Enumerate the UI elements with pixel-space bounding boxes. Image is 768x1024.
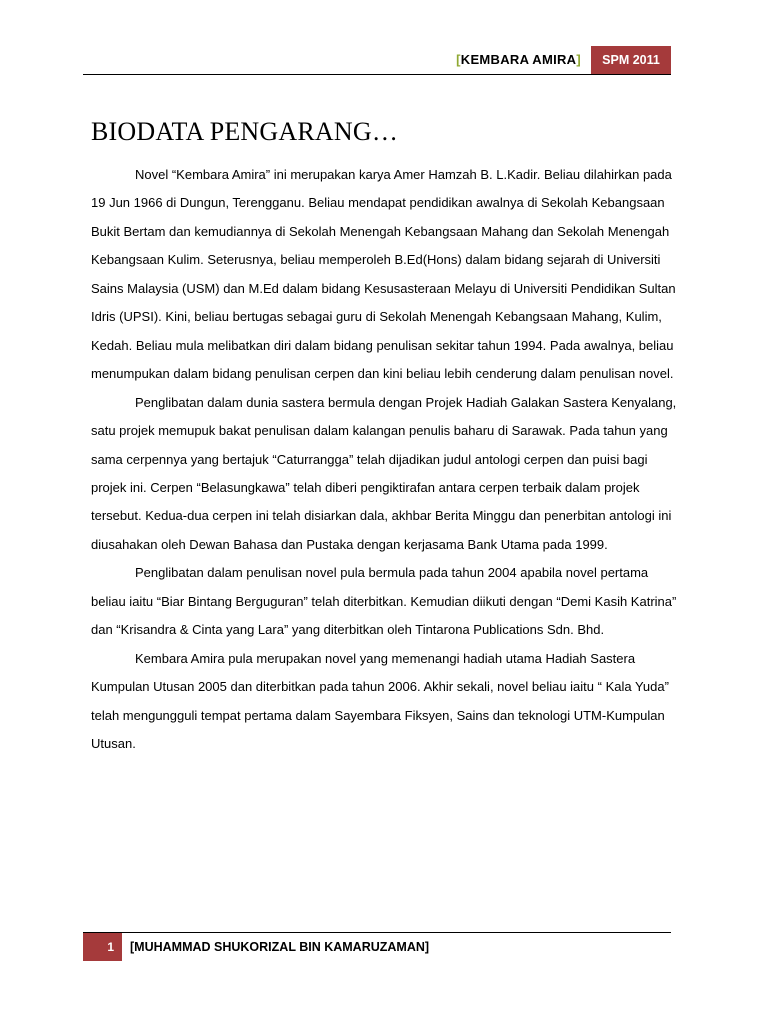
header-rule bbox=[83, 74, 671, 75]
header-title bbox=[456, 52, 581, 67]
page-number: 1 bbox=[83, 933, 122, 961]
page-footer bbox=[83, 932, 671, 962]
header-bracket-close: ] bbox=[576, 52, 581, 67]
footer-author: [MUHAMMAD SHUKORIZAL BIN KAMARUZAMAN] bbox=[130, 940, 430, 954]
paragraph-1: Novel “Kembara Amira” ini merupakan karya Amer Hamzah B. L.Kadir. Beliau dilahirkan pada 19 Jun 1966 di Dungun, Terengganu. Beliau mendapat pendidikan awalnya di Sekolah Kebangsaan Bukit Bertam dan kemudiannya di Sekolah Menengah Kebangsaan Mahang dan Sekolah Menengah Kebangsaan Kulim. Seterusnya, beliau memperoleh B.Ed(Hons) dalam bidang sejarah di Universiti Sains Malaysia (USM) dan M.Ed dalam bidang Kesusasteraan Melayu di Universiti Pendidikan Sultan Idris (UPSI). Kini, beliau bertugas sebagai guru di Sekolah Menengah Kebangsaan Mahang, Kulim, Kedah. Beliau mula melibatkan diri dalam bidang penulisan sekitar tahun 1994. Pada awalnya, beliau menumpukan dalam bidang penulisan cerpen dan kini beliau lebih cenderung dalam penulisan novel. bbox=[91, 167, 676, 382]
body-text bbox=[91, 161, 677, 759]
footer-rule bbox=[83, 932, 671, 933]
page-header bbox=[83, 46, 671, 76]
paragraph-3: Penglibatan dalam penulisan novel pula bermula pada tahun 2004 apabila novel pertama beliau iaitu “Biar Bintang Berguguran” telah diterbitkan. Kemudian diikuti dengan “Demi Kasih Katrina” dan “Krisandra & Cinta yang Lara” yang diterbitkan oleh Tintarona Publications Sdn. Bhd. bbox=[91, 565, 677, 638]
header-badge: SPM 2011 bbox=[591, 46, 671, 75]
header-title-text: KEMBARA AMIRA bbox=[460, 52, 577, 67]
paragraph-2: Penglibatan dalam dunia sastera bermula dengan Projek Hadiah Galakan Sastera Kenyalang, satu projek memupuk bakat penulisan dalam kalangan penulis baharu di Sarawak. Pada tahun yang sama cerpennya yang bertajuk “Caturrangga” telah dijadikan judul antologi cerpen dan puisi bagi projek ini. Cerpen “Belasungkawa” telah diberi pengiktirafan antara cerpen terbaik dalam projek tersebut. Kedua-dua cerpen ini telah disiarkan dala, akhbar Berita Minggu dan penerbitan antologi ini diusahakan oleh Dewan Bahasa dan Pustaka dengan kerjasama Bank Utama pada 1999. bbox=[91, 394, 677, 552]
page-title: BIODATA PENGARANG… bbox=[91, 117, 399, 146]
header-bracket-open: [ bbox=[456, 52, 461, 67]
paragraph-4: Kembara Amira pula merupakan novel yang memenangi hadiah utama Hadiah Sastera Kumpulan Utusan 2005 dan diterbitkan pada tahun 2006. Akhir sekali, novel beliau iaitu “ Kala Yuda” telah mengungguli tempat pertama dalam Sayembara Fiksyen, Sains dan teknologi UTM-Kumpulan Utusan. bbox=[91, 650, 669, 752]
